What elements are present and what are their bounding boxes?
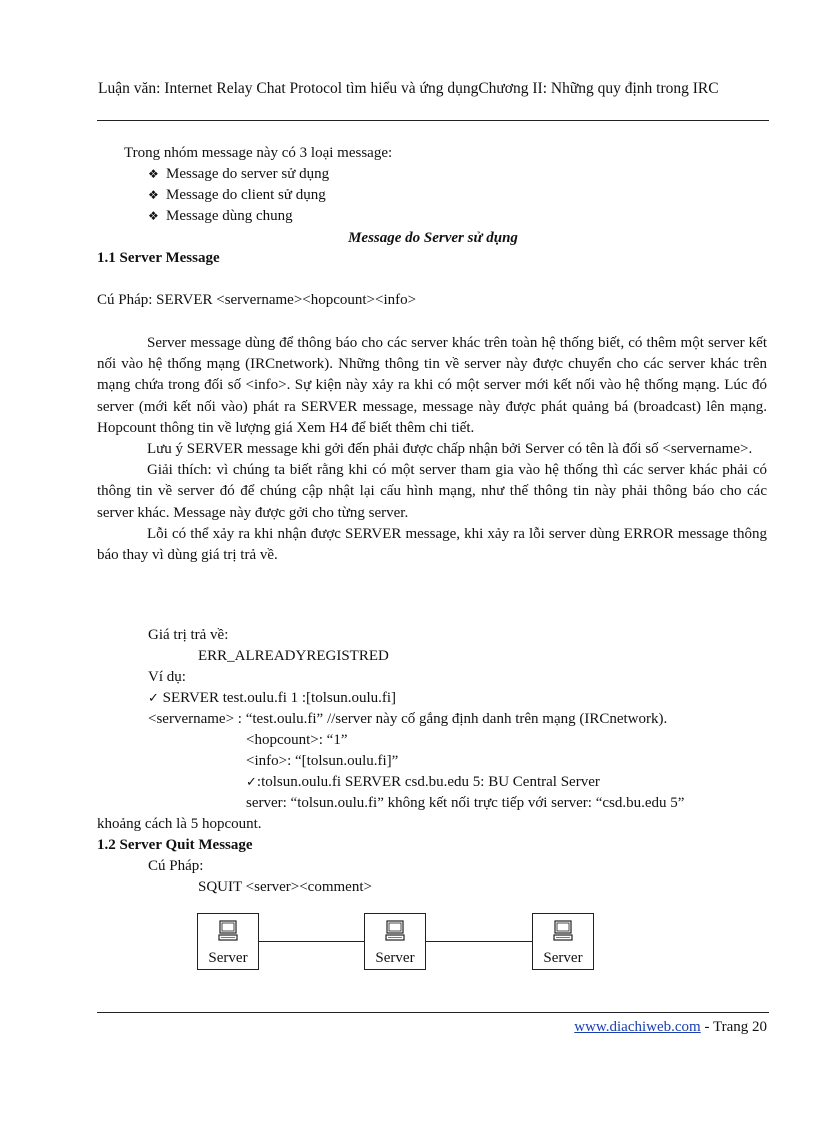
checkmark-icon: ✓ bbox=[246, 775, 257, 790]
server-label: Server bbox=[208, 950, 248, 966]
example-line: <servername> : “test.oulu.fi” //server này cố gắng định danh trên mạng (IRCnetwork). bbox=[148, 711, 668, 727]
paragraph: Giải thích: vì chúng ta biết rằng khi có một server tham gia vào hệ thống thì các server khác phải có thông tin về server đó để chúng cập nhật lại cấu hình mạng, như thế thông tin này phải thông báo cho các server khác. Message này được gởi cho từng server. bbox=[97, 462, 767, 521]
diamond-bullet-icon: ❖ bbox=[148, 167, 159, 181]
bullet-item: ❖ Message dùng chung bbox=[148, 208, 293, 224]
section-title-1-2: 1.2 Server Quit Message bbox=[97, 837, 253, 853]
server-label: Server bbox=[543, 950, 583, 966]
page-header: Luận văn: Internet Relay Chat Protocol tìm hiểu và ứng dụngChương II: Những quy định trong IRC bbox=[98, 80, 719, 97]
intro-lead: Trong nhóm message này có 3 loại message: bbox=[124, 145, 393, 161]
computer-icon bbox=[218, 920, 238, 942]
bullet-item: ❖ Message do client sử dụng bbox=[148, 187, 326, 203]
bullet-item: ❖ Message do server sử dụng bbox=[148, 166, 330, 182]
server-node bbox=[197, 913, 259, 970]
body-paragraphs bbox=[97, 333, 767, 566]
example-line: khoảng cách là 5 hopcount. bbox=[97, 816, 262, 832]
return-value: ERR_ALREADYREGISTRED bbox=[198, 648, 389, 664]
footer-rule bbox=[97, 1012, 769, 1013]
syntax-label: Cú Pháp: bbox=[148, 858, 204, 874]
example-label: Ví dụ: bbox=[148, 669, 186, 685]
computer-icon bbox=[553, 920, 573, 942]
server-node bbox=[364, 913, 426, 970]
connection-line bbox=[424, 941, 532, 942]
diamond-bullet-icon: ❖ bbox=[148, 209, 159, 223]
diamond-bullet-icon: ❖ bbox=[148, 188, 159, 202]
paragraph: Lỗi có thể xảy ra khi nhận được SERVER message, khi xảy ra lỗi server dùng ERROR message thông báo thay vì dùng giá trị trả về. bbox=[97, 525, 767, 564]
footer-link[interactable]: www.diachiweb.com bbox=[574, 1019, 701, 1035]
example-line: server: “tolsun.oulu.fi” không kết nối trực tiếp với server: “csd.bu.edu 5” bbox=[246, 795, 685, 811]
page-footer bbox=[574, 1019, 767, 1036]
checkmark-icon: ✓ bbox=[148, 691, 159, 706]
computer-icon bbox=[385, 920, 405, 942]
page-number: - Trang 20 bbox=[700, 1019, 767, 1035]
connection-line bbox=[258, 941, 364, 942]
paragraph: Lưu ý SERVER message khi gởi đến phải được chấp nhận bởi Server có tên là đối số <servername>. bbox=[147, 441, 753, 458]
example-line: ✓:tolsun.oulu.fi SERVER csd.bu.edu 5: BU Central Server bbox=[246, 774, 600, 790]
example-line: ✓ SERVER test.oulu.fi 1 :[tolsun.oulu.fi] bbox=[148, 690, 397, 706]
server-node bbox=[532, 913, 594, 970]
section-heading: Message do Server sử dụng bbox=[348, 230, 518, 246]
example-line: <hopcount>: “1” bbox=[246, 732, 348, 748]
server-label: Server bbox=[375, 950, 415, 966]
section-title-1-1: 1.1 Server Message bbox=[97, 250, 220, 266]
syntax-line: SQUIT <server><comment> bbox=[198, 879, 372, 895]
header-rule bbox=[97, 120, 769, 121]
return-label: Giá trị trả về: bbox=[148, 627, 229, 643]
syntax-line: Cú Pháp: SERVER <servername><hopcount><info> bbox=[97, 292, 417, 308]
paragraph: Server message dùng để thông báo cho các server khác trên toàn hệ thống biết, có thêm một server kết nối vào hệ thống mạng (IRCnetwork). Những thông tin về server này được chuyển cho các server khác trên mạng chứa trong đối số <info>. Sự kiện này xảy ra khi có một server mới kết nối vào hệ thống mạng. Lúc đó server (mới kết nối vào) phát ra SERVER message, message này được phát quảng bá (broadcast) lên mạng. Hopcount thông tin về lượng giá Xem H4 để biết thêm chi tiết. bbox=[97, 335, 767, 436]
example-line: <info>: “[tolsun.oulu.fi]” bbox=[246, 753, 399, 769]
